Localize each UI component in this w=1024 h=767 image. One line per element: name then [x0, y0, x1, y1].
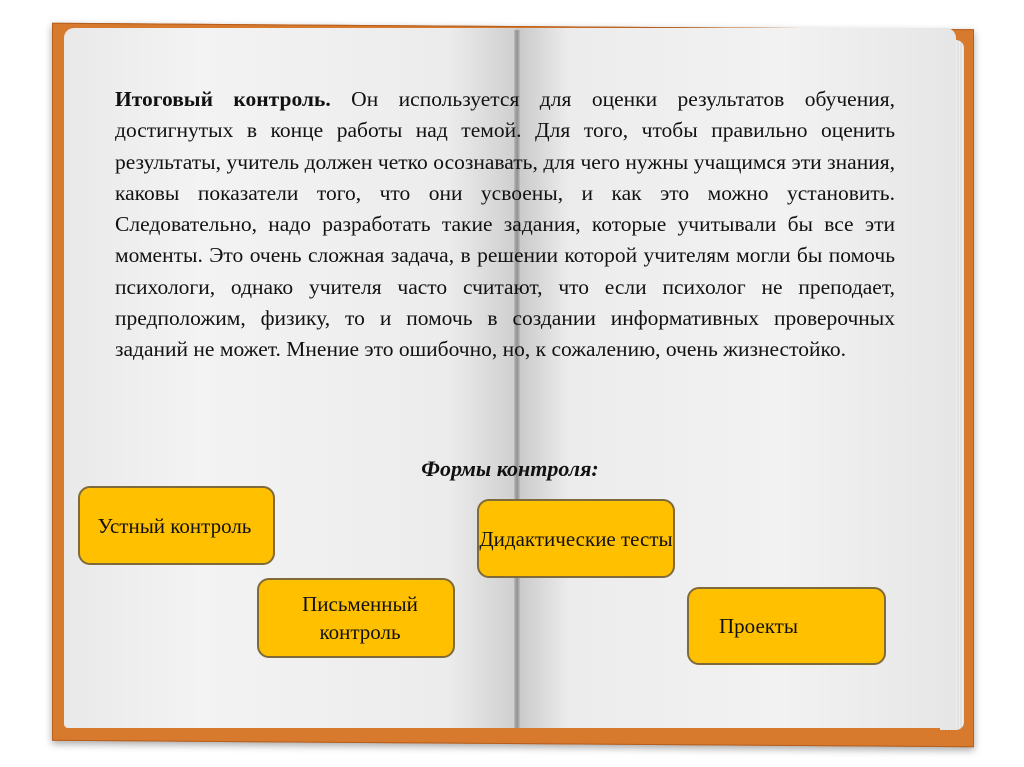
paragraph-body: Он используется для оценки результатов обучения, достигнутых в конце работы над темой. Для того, чтобы правильно оценить результаты, учитель должен четко осознавать, для чего нужны учащимся эти знания, каковы показатели того, что они усвоены, и как это можно установить. Следовательно, надо разработать такие задания, которые учитывали бы все эти моменты. Это очень сложная задача, в решении которой учителям могли бы помочь психологи, однако учителя часто считают, что если психолог не преподает, предположим, физику, то и помочь в создании информативных проверочных заданий не может. Мнение это ошибочно, но, к сожалению, очень жизнестойко. [115, 87, 895, 362]
projects-label: Проекты [719, 614, 798, 638]
written-control-label: Письменный контроль [302, 592, 418, 644]
didactic-tests-box [477, 499, 675, 578]
main-paragraph [115, 84, 895, 366]
paragraph-lead: Итоговый контроль. [115, 87, 331, 111]
didactic-tests-label: Дидактические тесты [479, 526, 673, 551]
oral-control-label: Устный контроль [97, 513, 252, 538]
oral-control-box [78, 486, 275, 565]
written-control-box [257, 578, 455, 658]
projects-box [687, 587, 886, 665]
forms-heading: Формы контроля: [421, 456, 599, 481]
